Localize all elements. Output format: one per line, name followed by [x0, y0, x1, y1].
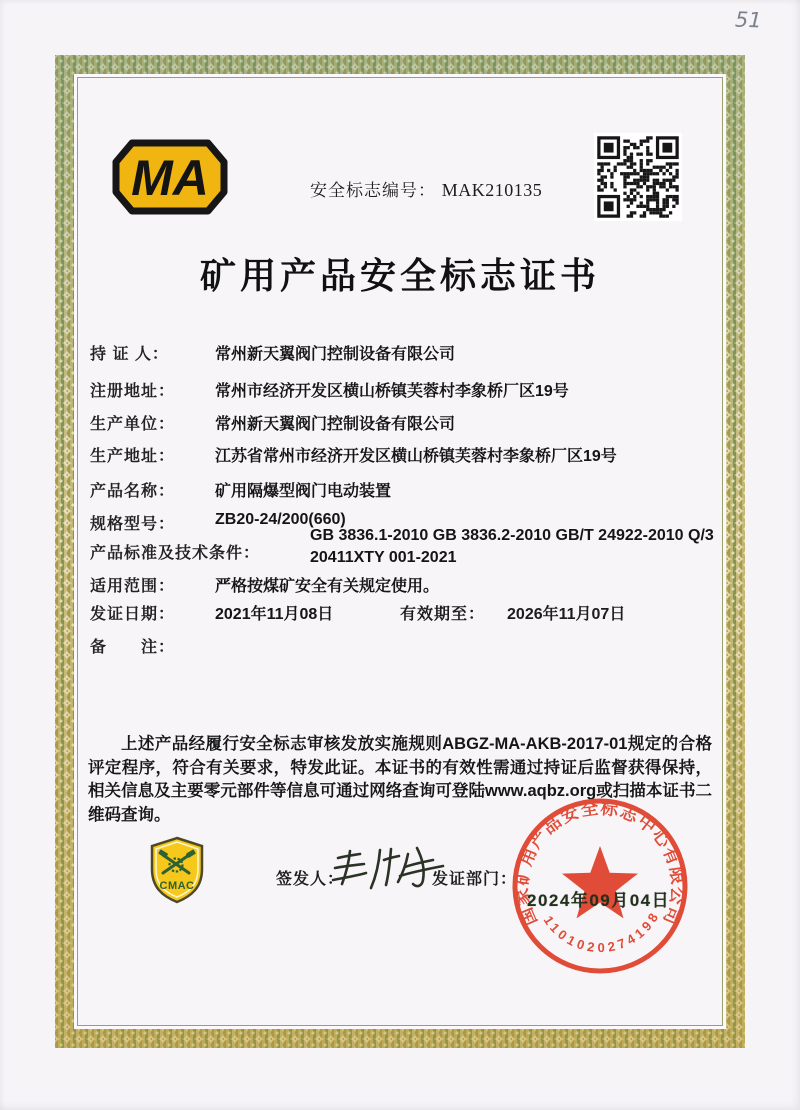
issuer-label: 发证部门：	[432, 871, 518, 888]
field-value: 常州市经济开发区横山桥镇芙蓉村李象桥厂区19号	[215, 383, 569, 400]
field-label: 生产单位：	[90, 416, 176, 433]
certificate-title: 矿用产品安全标志证书	[199, 256, 600, 296]
handwritten-page-number: 51	[734, 7, 763, 33]
field-label: 产品标准及技术条件：	[90, 545, 261, 562]
ma-logo-icon	[110, 138, 230, 216]
svg-text:CMAC: CMAC	[159, 880, 195, 892]
qr-finder-top-right	[656, 136, 679, 159]
field-label: 生产地址：	[90, 448, 176, 465]
cmac-badge	[148, 836, 206, 909]
field-value: GB 3836.1-2010 GB 3836.2-2010 GB/T 24922-2010 Q/320411XTY 001-2021	[310, 527, 714, 566]
svg-text:MA: MA	[131, 150, 209, 206]
field-label: 规格型号：	[90, 516, 176, 533]
field-label: 产品名称：	[90, 483, 176, 500]
qr-finder-top-left	[597, 136, 620, 159]
field-value: 矿用隔爆型阀门电动装置	[215, 483, 392, 500]
field-value: 江苏省常州市经济开发区横山桥镇芙蓉村李象桥厂区19号	[215, 448, 617, 465]
svg-text:1101020274198	[541, 911, 662, 955]
field-value: 严格按煤矿安全有关规定使用。	[215, 578, 440, 595]
field-label: 适用范围：	[90, 578, 176, 595]
field-label: 备 注：	[90, 639, 176, 656]
seal-company-text: 国家矿用产品安全标志中心有限公司	[511, 797, 689, 929]
field-label: 持 证 人：	[90, 346, 169, 363]
field-value: 常州新天翼阀门控制设备有限公司	[215, 416, 456, 433]
ma-safety-mark-logo	[110, 138, 230, 221]
field-label: 有效期至：	[400, 606, 486, 623]
field-value: 常州新天翼阀门控制设备有限公司	[215, 346, 456, 363]
certificate-number-line	[310, 176, 542, 201]
certificate-number-label: 安全标志编号：	[310, 181, 436, 200]
qr-code	[594, 133, 682, 221]
field-value: 2026年11月07日	[507, 606, 626, 623]
seal-date-stamp: 2024年09月04日	[527, 891, 671, 910]
cmac-shield-icon	[148, 836, 206, 904]
seal-number-text: 1101020274198	[540, 910, 662, 956]
conformity-statement: 上述产品经履行安全标志审核发放实施规则ABGZ-MA-AKB-2017-01规定的合格评定程序，符合有关要求，特发此证。本证书的有效性需通过持证后监督获得保持，相关信息及主要零元部件等信息可通过网络查询可登陆www.aqbz.org或扫描本证书二维码查询。	[88, 735, 712, 824]
signer-label: 签发人：	[276, 871, 345, 888]
field-valid-until	[400, 601, 625, 624]
qr-finder-bottom-left	[597, 195, 620, 218]
field-label: 发证日期：	[90, 606, 176, 623]
field-value: 2021年11月08日	[215, 606, 334, 623]
field-label: 注册地址：	[90, 383, 176, 400]
field-value: ZB20-24/200(660)	[215, 511, 346, 528]
certificate-number-value: MAK210135	[441, 180, 543, 200]
